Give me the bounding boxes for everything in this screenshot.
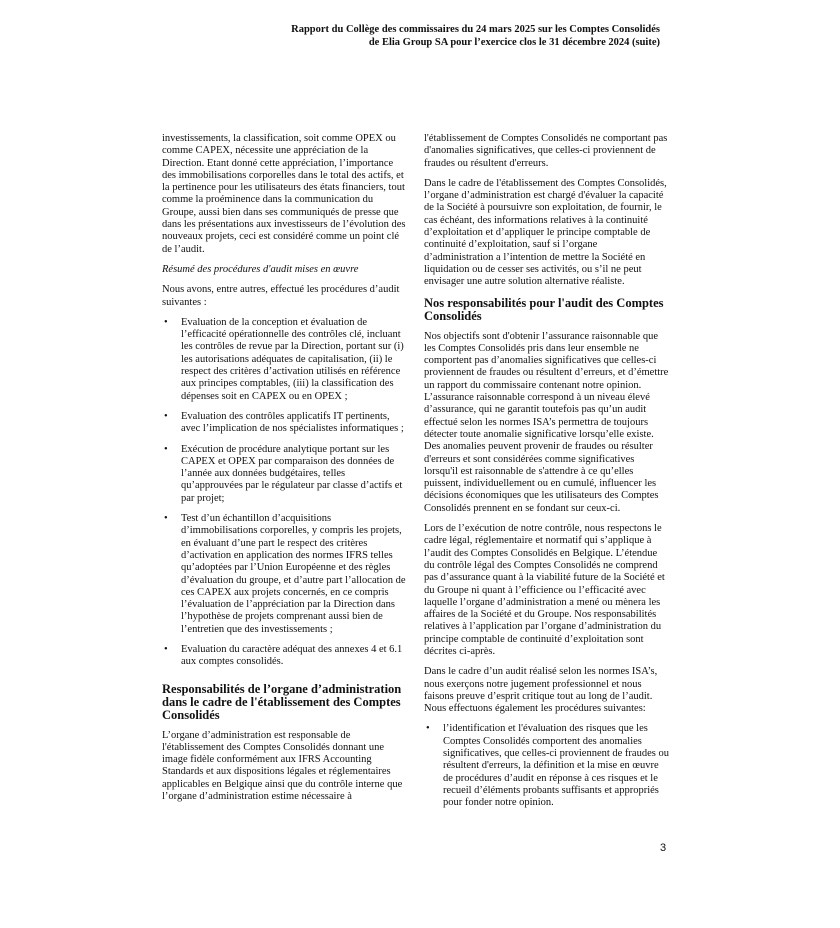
list-item-text: Evaluation de la conception et évaluation de l’efficacité opérationnelle des contrôles clé, incluant les contrôles de revue par la Direction, portant sur (i) les autorisations adéquates de capitalisation, (ii) le respect des critères d’activation utilisés en référence aux principes comptables, (iii) la classification des dépenses soit en CAPEX ou en OPEX ; xyxy=(181,316,404,402)
bullet-icon: • xyxy=(164,513,168,525)
bullet-icon: • xyxy=(164,443,168,455)
list-item xyxy=(162,411,408,436)
audit-procedures-list xyxy=(162,317,408,669)
right-paragraph-3: Nos objectifs sont d'obtenir l’assurance raisonnable que les Comptes Consolidés pris dans leur ensemble ne comportent pas d’anomalies significatives que celles-ci proviennent de fraudes ou résultent d’erreurs, et d’émettre un rapport du commissaire contenant notre opinion. L’assurance raisonnable correspond à un niveau élevé d’assurance, qui ne garantit toutefois pas qu’un audit effectué selon les normes ISA’s permettra de toujours détecter toute anomalie significative lorsqu’elle existe. Des anomalies peuvent provenir de fraudes ou résulter d'erreurs et sont considérées comme significatives lorsqu'il est raisonnable de s'attendre à ce qu’elles puissent, individuellement ou en cumulé, influencer les décisions économiques que les utilisateurs des Comptes Consolidés prennent en se fondant sur ceux-ci. xyxy=(424,330,669,514)
board-responsibilities-heading: Responsabilités de l’organe d’administration dans le cadre de l'établissement des Comptes Consolidés xyxy=(162,681,402,722)
right-paragraph-4: Lors de l’exécution de notre contrôle, nous respectons le cadre légal, réglementaire et normatif qui s’applique à l’audit des Comptes Consolidés en Belgique. L’étendue du contrôle légal des Comptes Consolidés ne comprend pas d’assurance quant à la viabilité future de la Société et du Groupe ni quant à l’efficience ou l’efficacité avec laquelle l’organe d’administration a mené ou mènera les affaires de la Société et du Groupe. Nos responsabilités relatives à l’application par l’organe d’administration du principe comptable de continuité d’exploitation sont décrites ci-après. xyxy=(424,523,665,657)
left-column xyxy=(162,133,408,811)
right-paragraph-5: Dans le cadre d’un audit réalisé selon les normes ISA’s, nous exerçons notre jugement professionnel et nous faisons preuve d’esprit critique tout au long de l’audit. Nous effectuons également les procédures suivantes: xyxy=(424,666,658,715)
left-paragraph-3: L’organe d’administration est responsable de l'établissement des Comptes Consolidés donnant une image fidèle conformément aux IFRS Accounting Standards et aux dispositions légales et réglementaires applicables en Belgique ainsi que du contrôle interne que l’organe d’administration estime nécessaire à xyxy=(162,729,403,803)
audit-steps-list xyxy=(424,723,669,809)
list-item-text: Exécution de procédure analytique portant sur les CAPEX et OPEX par comparaison des données de l’année aux données budgétaires, telles qu’approuvées par le régulateur par classe d’actifs et par projet; xyxy=(181,443,403,504)
list-item-text: Evaluation des contrôles applicatifs IT pertinents, avec l’implication de nos spécialistes informatiques ; xyxy=(181,410,404,435)
right-paragraph-1: l'établissement de Comptes Consolidés ne comportant pas d'anomalies significatives, que celles-ci proviennent de fraudes ou résultent d'erreurs. xyxy=(424,133,668,169)
list-item-text: Evaluation du caractère adéquat des annexes 4 et 6.1 aux comptes consolidés. xyxy=(181,643,403,668)
page-number: 3 xyxy=(660,842,667,854)
bullet-icon: • xyxy=(164,410,168,422)
list-item xyxy=(162,444,408,505)
left-paragraph-1: investissements, la classification, soit comme OPEX ou comme CAPEX, nécessite une appréciation de la Direction. Etant donné cette appréciation, l’importance des immobilisations corporelles dans le total des actifs, et la pertinence pour les utilisateurs des états financiers, tout comme la proéminence dans la communication du Groupe, aussi bien dans ses communiqués de presse que dans les présentations aux investisseurs de l’évolution des nouveaux projets, ceci est considéré comme un point clé de l’audit. xyxy=(162,133,406,255)
header-line-1: Rapport du Collège des commissaires du 24 mars 2025 sur les Comptes Consolidés xyxy=(291,24,660,35)
bullet-icon: • xyxy=(164,316,168,328)
bullet-icon: • xyxy=(164,643,168,655)
list-item xyxy=(162,317,408,403)
list-item-text: l’identification et l'évaluation des risques que les Comptes Consolidés comportent des anomalies significatives, que celles-ci proviennent de fraudes ou résultent d'erreurs, la définition et la mise en œuvre de procédures d’audit en réponse à ces risques et le recueil d’éléments probants suffisants et appropriés pour fonder notre opinion. xyxy=(443,723,669,809)
audit-procedures-subheading: Résumé des procédures d'audit mises en œuvre xyxy=(162,263,359,275)
list-item xyxy=(424,723,669,809)
header-line-2: de Elia Group SA pour l’exercice clos le 31 décembre 2024 (suite) xyxy=(368,37,660,48)
list-item-text: Test d’un échantillon d’acquisitions d’immobilisations corporelles, y compris les projets, en évaluant d’une part le respect des critères d’activation en application des normes IFRS telles qu’adoptées par l’Union Européenne et des règles d’évaluation du groupe, et d’autre part l’allocation de ces CAPEX aux projets concernés, en ce compris l’évaluation de l’appréciation par la Direction dans l’hypothèse de projets comprenant aussi bien de l’entretien que des investissements ; xyxy=(181,513,406,635)
right-paragraph-2: Dans le cadre de l'établissement des Comptes Consolidés, l’organe d’administration est chargé d'évaluer la capacité de la Société à poursuivre son exploitation, de fournir, le cas échéant, des informations relatives à la continuité d’exploitation et d’appliquer le principe comptable de continuité d’exploitation, sauf si l’organe d’administration a l’intention de mettre la Société en liquidation ou de cesser ses activités, ou s’il ne peut envisager une autre solution alternative réaliste. xyxy=(424,177,667,288)
audit-responsibilities-heading: Nos responsabilités pour l'audit des Comptes Consolidés xyxy=(424,295,664,323)
list-item xyxy=(162,513,408,636)
bullet-icon: • xyxy=(426,723,430,735)
left-paragraph-2: Nous avons, entre autres, effectué les procédures d’audit suivantes : xyxy=(162,284,400,308)
page-header xyxy=(180,23,660,49)
right-column xyxy=(424,133,669,818)
list-item xyxy=(162,644,408,669)
